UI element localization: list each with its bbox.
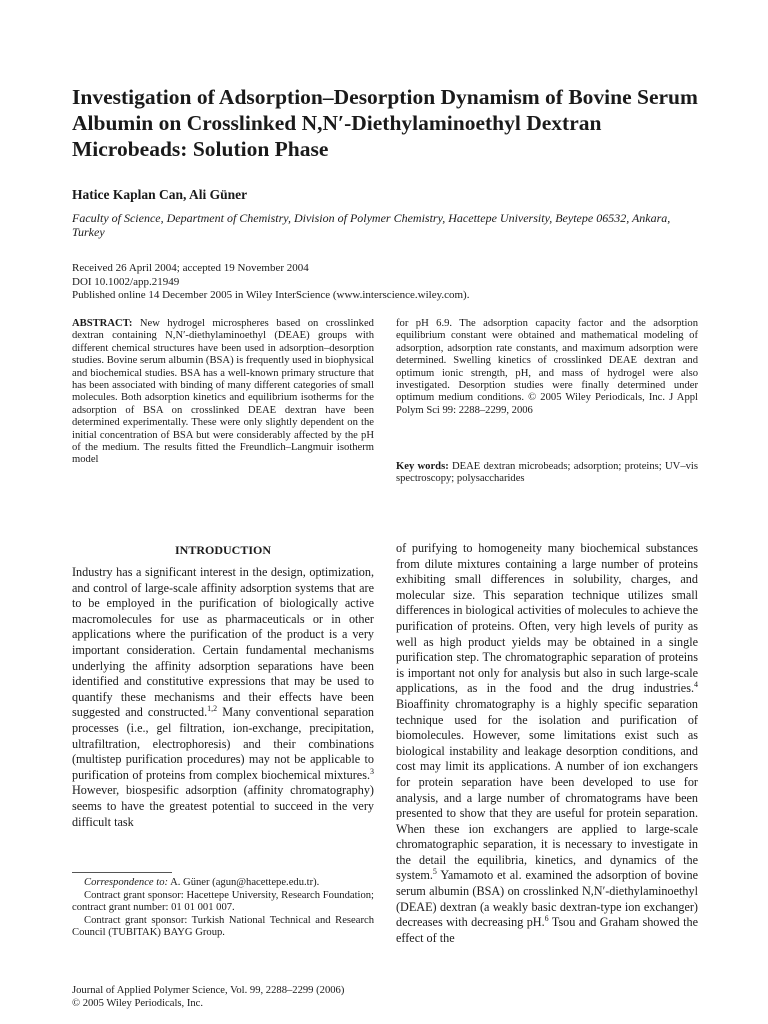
paper-title: Investigation of Adsorption–Desorption Dynamism of Bovine Serum Albumin on Crosslinked N,N′-Diethylaminoethyl Dextran Microbeads: Solution Phase (72, 85, 698, 161)
keywords-label: Key words: (396, 461, 449, 472)
citation-5: 5 (432, 867, 437, 877)
abstract-column-left (72, 318, 374, 467)
citation-6: 6 (544, 914, 549, 924)
abstract-column-right (396, 318, 698, 417)
intro-paragraph-1 (72, 565, 374, 830)
citation-1-2: 1,2 (207, 704, 218, 714)
journal-info (72, 985, 374, 1010)
citation-4: 4 (694, 680, 698, 690)
doi: DOI 10.1002/app.21949 (72, 275, 180, 288)
footnote-correspondence (72, 877, 374, 890)
footnote-grant-2: Contract grant sponsor: Turkish National Technical and Research Council (TUBITAK) BAYG Group. (72, 914, 374, 939)
intro-text-right-a: of purifying to homogeneity many biochemical substances from dilute mixtures containing a large number of proteins exhibiting small differences in solubility, charges, and molecular size. This separation technique utilizes small differences in biological activities of molecules to achieve the purification of proteins. Often, very high levels of purity as well as high product yields may be obtained in a single purification step. The chromatographic separation of proteins is important not only for analysis but also in such large-scale applications, as in the food and the drug industries. (396, 541, 698, 696)
footnotes (72, 877, 374, 940)
correspondence-label: Correspondence to: (84, 877, 169, 888)
journal-citation: Journal of Applied Polymer Science, Vol. 99, 2288–2299 (2006) (72, 985, 345, 996)
author-list: Hatice Kaplan Can, Ali Güner (72, 187, 248, 202)
intro-text-b: Many conventional separation processes (i.e., gel filtration, ion-exchange, precipitation, ultrafiltration, electrophoresis) and their combinations (multistep purification procedures) may not be applicable to purification of proteins from complex biochemical mixtures. (72, 705, 375, 782)
correspondence-text: A. Güner (agun@hacettepe.edu.tr). (168, 877, 320, 888)
keywords-text: DEAE dextran microbeads; adsorption; proteins; UV–vis spectroscopy; polysaccharides (396, 461, 698, 485)
body-column-left (72, 565, 374, 830)
affiliation: Faculty of Science, Department of Chemistry, Division of Polymer Chemistry, Hacettepe University, Beytepe 06532, Ankara, Turkey (72, 211, 671, 239)
citation-3: 3 (370, 766, 374, 776)
body-column-right (396, 541, 698, 946)
publication-info (72, 262, 692, 303)
intro-text-right-d: Tsou and Graham showed the effect of the (396, 915, 699, 945)
intro-text-right-b: Bioaffinity chromatography is a highly specific separation technique used for the isolation and purification of biomolecules. However, some limitations exist such as biological instability and leakage desorption conditions, and cost may limit its applications. A number of ion exchangers for protein separation have been developed to use for analysis, and a large number of chromatograms have been presented to show that they are useful for protein separation. When these ion exchangers are applied to large-scale chromatographic separation, it is necessary to investigate in the detail the equilibria, kinetics, and dynamics of the system. (396, 696, 698, 883)
footnote-divider (72, 872, 172, 873)
intro-text-a: Industry has a significant interest in the design, optimization, and control of large-scale affinity adsorption systems that are to be employed in the purification of biologically active macromolecules for use as pharmaceuticals or in other applications where the purification of the product is a very important consideration. Certain fundamental mechanisms underlying the affinity adsorption separations have been identified and constitutive expressions that may be used to quantify these mechanisms and their effects have been suggested and constructed. (72, 565, 374, 720)
section-heading-introduction: INTRODUCTION (174, 543, 271, 557)
intro-paragraph-continued (396, 541, 698, 946)
abstract-label: ABSTRACT: (72, 318, 133, 329)
copyright: © 2005 Wiley Periodicals, Inc. (72, 997, 203, 1009)
intro-text-c: However, biospesific adsorption (affinity chromatography) seems to have the greatest potential to succeed in the very difficult task (72, 783, 374, 829)
received-date: Received 26 April 2004; accepted 19 November 2004 (72, 262, 309, 274)
footnote-grant-1: Contract grant sponsor: Hacettepe University, Research Foundation; contract grant number: 01 01 001 007. (72, 889, 374, 914)
abstract-text-part1: New hydrogel microspheres based on crosslinked dextran containing N,N′-diethylaminoethyl (DEAE) groups with different chemical structures have been used in adsorption–desorption studies. Bovine serum albumin (BSA) is frequently used in biophysical and biochemical studies. BSA has a well-known primary structure that has been associated with binding of many different categories of small molecules. Both adsorption kinetics and equilibrium isotherms for the adsorption of BSA on crosslinked DEAE dextran have been determined experimentally. These were only slightly dependent on the initial concentration of BSA but were considerably affected by the pH of the medium. The results fitted the Freundlich–Langmuir isotherm model (72, 318, 374, 466)
abstract-text-part2: for pH 6.9. The adsorption capacity factor and the adsorption equilibrium constant were obtained and mathematical modeling of adsorption, adsorption rate constants, and maximum adsorption were determined. Swelling kinetics of crosslinked DEAE dextran and optimum ionic strength, pH, and mass of hydrogel were also investigated. Desorption studies were finally determined under optimum medium conditions. © 2005 Wiley Periodicals, Inc. J Appl Polym Sci 99: 2288–2299, 2006 (396, 318, 698, 416)
keywords (396, 461, 698, 486)
intro-text-right-c: Yamamoto et al. examined the adsorption of bovine serum albumin (BSA) on crosslinked N,N′-diethylaminoethyl (DEAE) dextran (a weakly basic dextran-type ion exchanger) decreases with decreasing pH. (396, 868, 698, 930)
published-online: Published online 14 December 2005 in Wiley InterScience (www.interscience.wiley.com). (72, 289, 470, 301)
